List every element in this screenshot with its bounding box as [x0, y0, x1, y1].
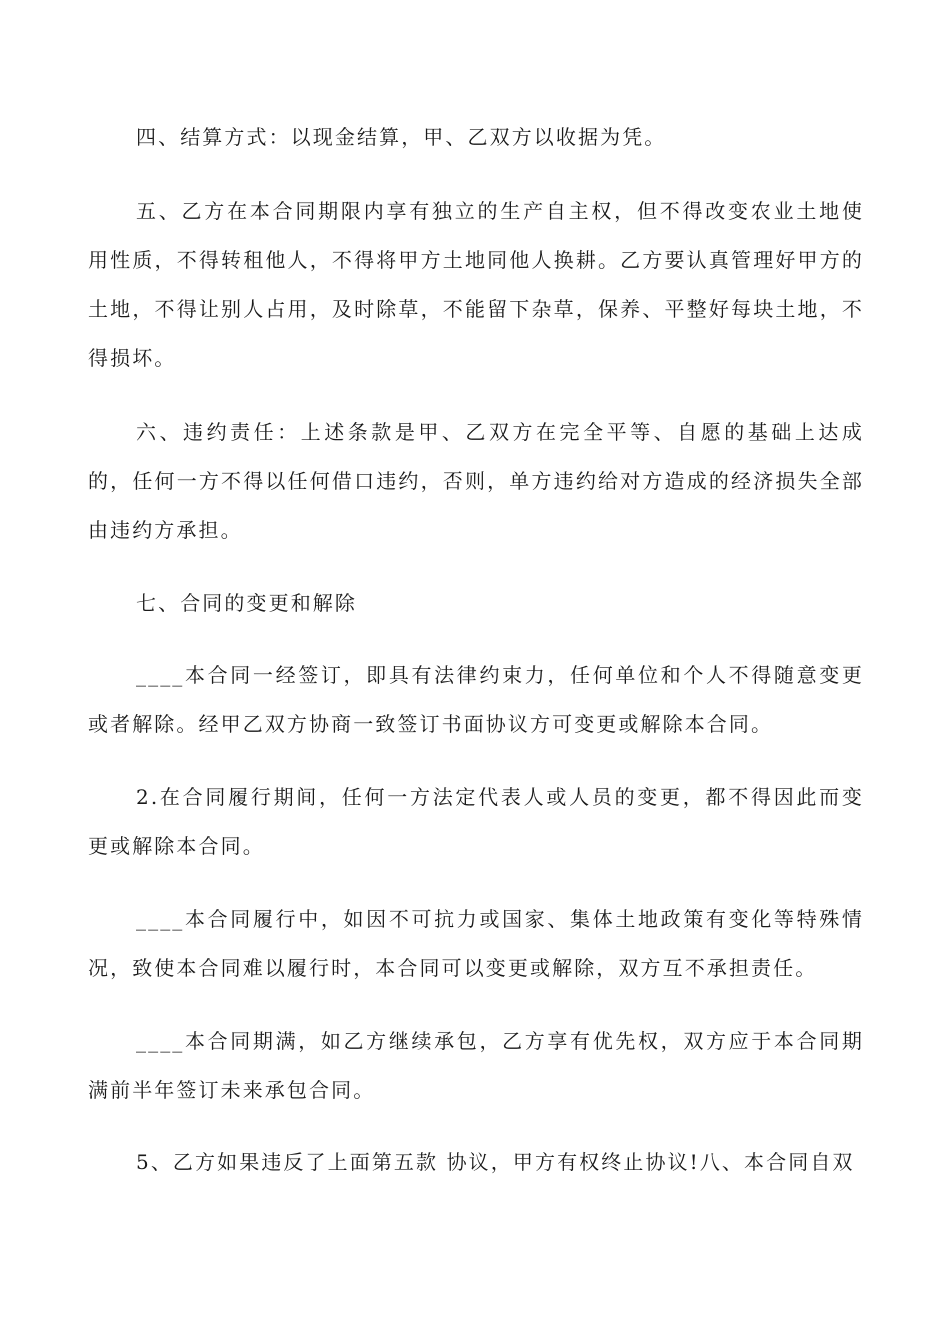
section-heading-change-and-termination: 七、合同的变更和解除	[136, 591, 357, 615]
clause-representative-change: 2.在合同履行期间，任何一方法定代表人或人员的变更，都不得因此而变更或解除本合同。	[88, 785, 864, 858]
clause-breach-liability: 六、违约责任：上述条款是甲、乙双方在完全平等、自愿的基础上达成的，任何一方不得以任何借口违约，否则，单方违约给对方造成的经济损失全部由违约方承担。	[88, 420, 864, 542]
clause-force-majeure: ____本合同履行中，如因不可抗力或国家、集体土地政策有变化等特殊情况，致使本合同难以履行时，本合同可以变更或解除，双方互不承担责任。	[88, 907, 864, 980]
clause-production-autonomy: 五、乙方在本合同期限内享有独立的生产自主权，但不得改变农业土地使用性质，不得转租他人，不得将甲方土地同他人换耕。乙方要认真管理好甲方的土地，不得让别人占用，及时除草，不能留下杂草，保养、平整好每块土地，不得损坏。	[88, 199, 864, 370]
clause-termination-right: 5、乙方如果违反了上面第五款 协议，甲方有权终止协议!八、本合同自双	[136, 1150, 855, 1174]
clause-renewal-priority: ____本合同期满，如乙方继续承包，乙方享有优先权，双方应于本合同期满前半年签订未来承包合同。	[88, 1029, 864, 1102]
clause-settlement-method: 四、结算方式：以现金结算，甲、乙双方以收据为凭。	[136, 125, 667, 149]
clause-binding-force: ____本合同一经签订，即具有法律约束力，任何单位和个人不得随意变更或者解除。经甲乙双方协商一致签订书面协议方可变更或解除本合同。	[88, 663, 864, 736]
